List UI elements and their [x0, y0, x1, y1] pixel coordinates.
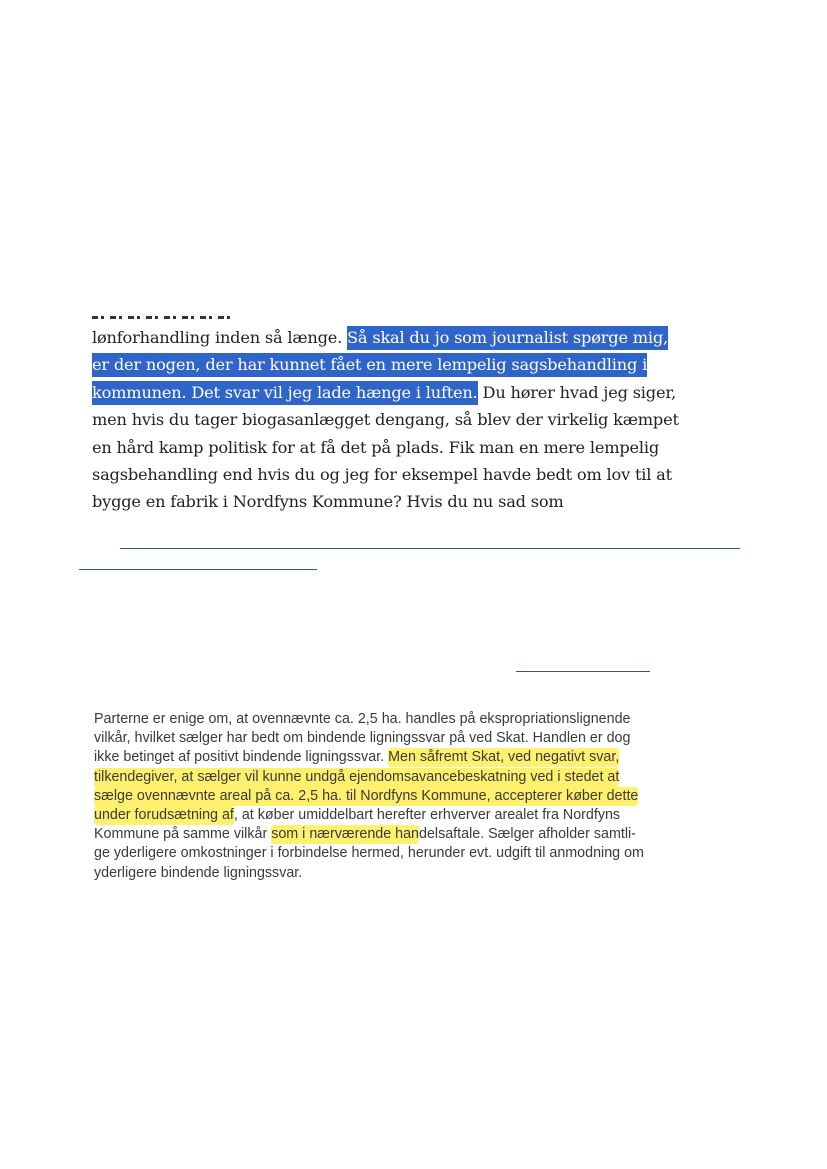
selected-text: Så skal du jo som journalist spørge mig, [347, 326, 668, 350]
clause-line: vilkår, hvilket sælger har bedt om bindende ligningssvar på ved Skat. Handlen er dog [94, 730, 631, 747]
highlighted-text: tilkendegiver, at sælger vil kunne undgå ejendomsavancebeskatning ved i stedet at [94, 768, 620, 785]
divider-line [516, 671, 650, 672]
selected-text: er der nogen, der har kunnet fået en mere lempelig sagsbehandling i [92, 353, 647, 377]
contract-clause-scan [94, 710, 674, 883]
article-line: en hård kamp politisk for at få det på plads. Fik man en mere lempelig [92, 437, 660, 457]
article-line [92, 351, 672, 378]
clause-line: under forudsætning af, at køber umiddelbart herefter erhverver arealet fra Nordfyns [94, 806, 621, 823]
highlighted-text: Men såfremt Skat, ved negativt svar, [388, 749, 620, 766]
selected-text: kommunen. Det svar vil jeg lade hænge i luften. [92, 381, 478, 405]
article-line: sagsbehandling end hvis du og jeg for eksempel havde bedt om lov til at [92, 464, 672, 484]
clause-line: yderligere bindende ligningssvar. [94, 864, 303, 881]
article-excerpt [92, 324, 679, 516]
clause-line: ge yderligere omkostninger i forbindelse hermed, herunder evt. udgift til anmodning om [94, 845, 644, 862]
clause-line: Kommune på samme vilkår som i nærværende handelsaftale. Sælger afholder samtli- [94, 826, 636, 843]
article-line: lønforhandling inden så længe. Så skal du jo som journalist spørge mig, [92, 324, 672, 351]
cropped-text-line [92, 309, 232, 319]
clause-line: ikke betinget af positivt bindende ligningssvar. Men såfremt Skat, ved negativt svar, [94, 749, 620, 766]
article-line: bygge en fabrik i Nordfyns Kommune? Hvis du nu sad som [92, 492, 564, 512]
highlighted-text: sælge ovennævnte areal på ca. 2,5 ha. til Nordfyns Kommune, accepterer køber dette [94, 787, 639, 804]
clause-line [94, 768, 674, 787]
article-line: men hvis du tager biogasanlægget dengang, så blev der virkelig kæmpet [92, 410, 679, 430]
divider-line [120, 548, 740, 549]
divider-line [79, 569, 317, 570]
clause-line [94, 787, 674, 806]
clause-line: Parterne er enige om, at ovennævnte ca. 2,5 ha. handles på ekspropriationslignende [94, 711, 631, 727]
highlighted-text: under forudsætning af [94, 806, 234, 823]
article-line: kommunen. Det svar vil jeg lade hænge i luften. Du hører hvad jeg siger, [92, 379, 672, 406]
highlighted-text: som i nærværende han [271, 826, 419, 843]
